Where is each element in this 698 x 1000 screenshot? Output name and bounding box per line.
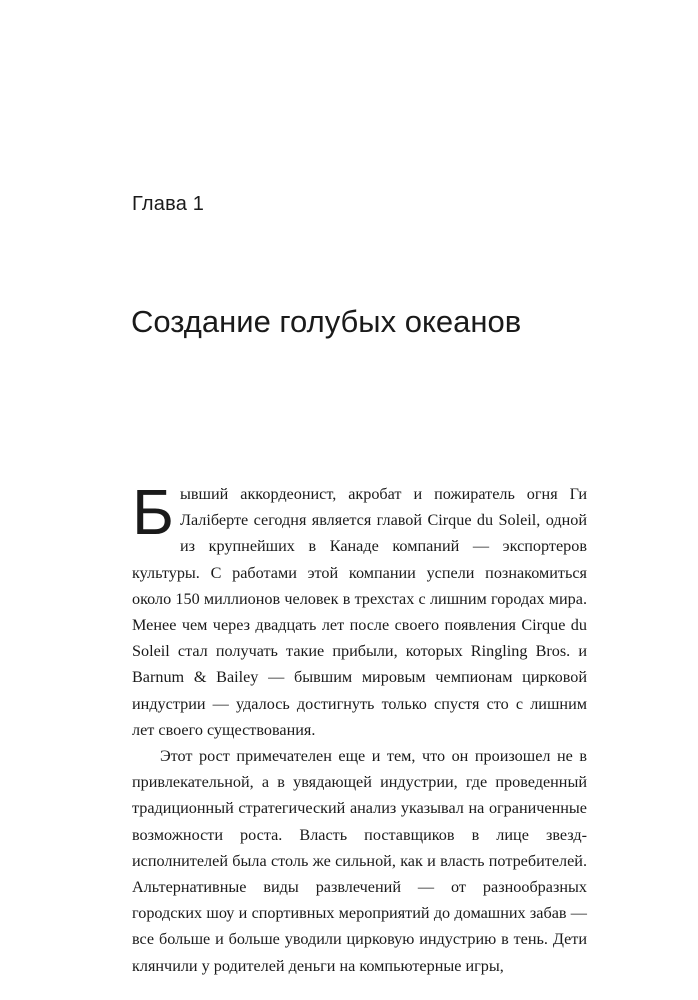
paragraph-1 — [132, 476, 587, 743]
drop-cap: Б — [132, 476, 174, 548]
paragraph-2: Этот рост примечателен еще и тем, что он произошел не в привлекательной, а в увядающей индустрии, где проведенный традиционный стратегический анализ указывал на ограниченные возможности роста. Власть поставщиков в лице звезд-исполнителей была столь же сильной, как и власть потребителей. Альтернативные виды развлечений — от разнообразных городских шоу и спортивных мероприятий до домашних забав — все больше и больше уводили цирковую индустрию в тень. Дети клянчили у родителей деньги на компьютерные игры, — [132, 747, 587, 975]
chapter-label: Глава 1 — [132, 193, 205, 215]
paragraph-1-text: ывший аккордеонист, акробат и пожиратель огня Ги Лаліберте сегодня является главой Cirque du Soleil, одной из крупнейших в Канаде компаний — экспортеров культуры. С работами этой компании успели познакомиться около 150 миллионов человек в трехстах с лишним городах мира. Менее чем через двадцать лет после своего появления Cirque du Soleil стал получать такие прибыли, которых Ringling Bros. и Barnum & Bailey — бывшим мировым чемпионам цирковой индустрии — удалось достигнуть только спустя сто с лишним лет своего существования. — [132, 485, 587, 739]
chapter-title: Создание голубых океанов — [131, 304, 522, 339]
chapter-body — [132, 476, 587, 979]
